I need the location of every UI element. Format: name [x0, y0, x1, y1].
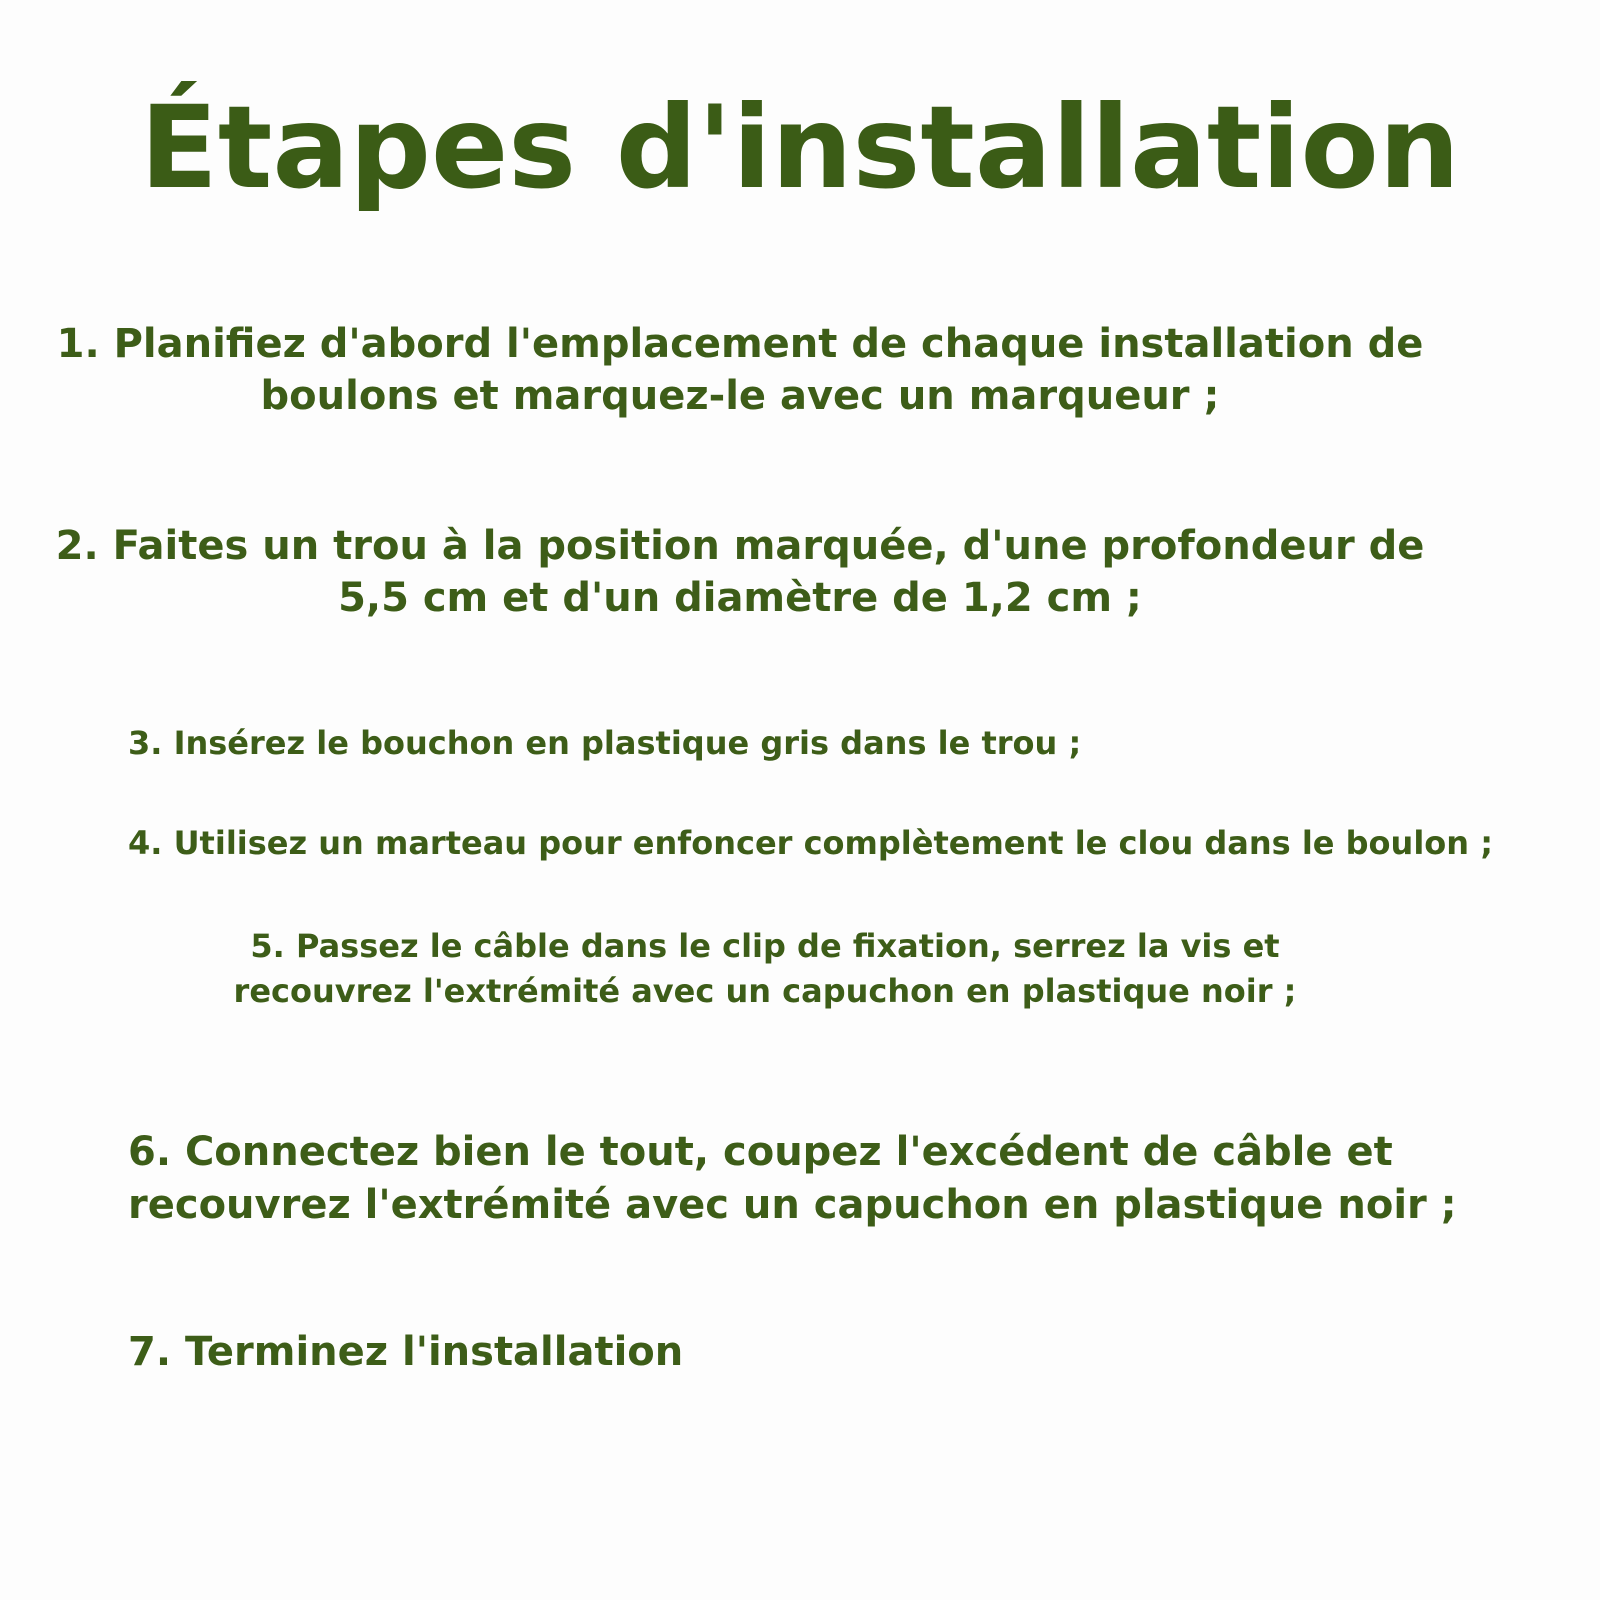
step-4	[128, 822, 1493, 864]
step-5	[200, 924, 1330, 1014]
page-title: Étapes d'installation	[140, 81, 1460, 214]
step-2-line-2: 5,5 cm et d'un diamètre de 1,2 cm ;	[338, 575, 1142, 621]
step-1-line-1: 1. Planifiez d'abord l'emplacement de chaque installation de	[56, 321, 1424, 367]
step-5-line-1: 5. Passez le câble dans le clip de fixation, serrez la vis et	[250, 927, 1280, 965]
step-1	[40, 318, 1440, 422]
step-6-line-2: recouvrez l'extrémité avec un capuchon en plastique noir ;	[128, 1182, 1457, 1228]
step-7-line-1: 7. Terminez l'installation	[128, 1329, 684, 1375]
step-3-line-1: 3. Insérez le bouchon en plastique gris dans le trou ;	[128, 724, 1082, 762]
step-4-line-1: 4. Utilisez un marteau pour enfoncer complètement le clou dans le boulon ;	[128, 824, 1493, 862]
step-6	[128, 1126, 1457, 1232]
step-5-line-2: recouvrez l'extrémité avec un capuchon en plastique noir ;	[233, 972, 1297, 1010]
step-2	[40, 520, 1440, 624]
step-1-line-2: boulons et marquez-le avec un marqueur ;	[260, 373, 1220, 419]
step-6-line-1: 6. Connectez bien le tout, coupez l'excédent de câble et	[128, 1129, 1393, 1175]
step-3	[128, 722, 1081, 764]
step-2-line-1: 2. Faites un trou à la position marquée, d'une profondeur de	[55, 523, 1425, 569]
step-7	[128, 1326, 683, 1378]
